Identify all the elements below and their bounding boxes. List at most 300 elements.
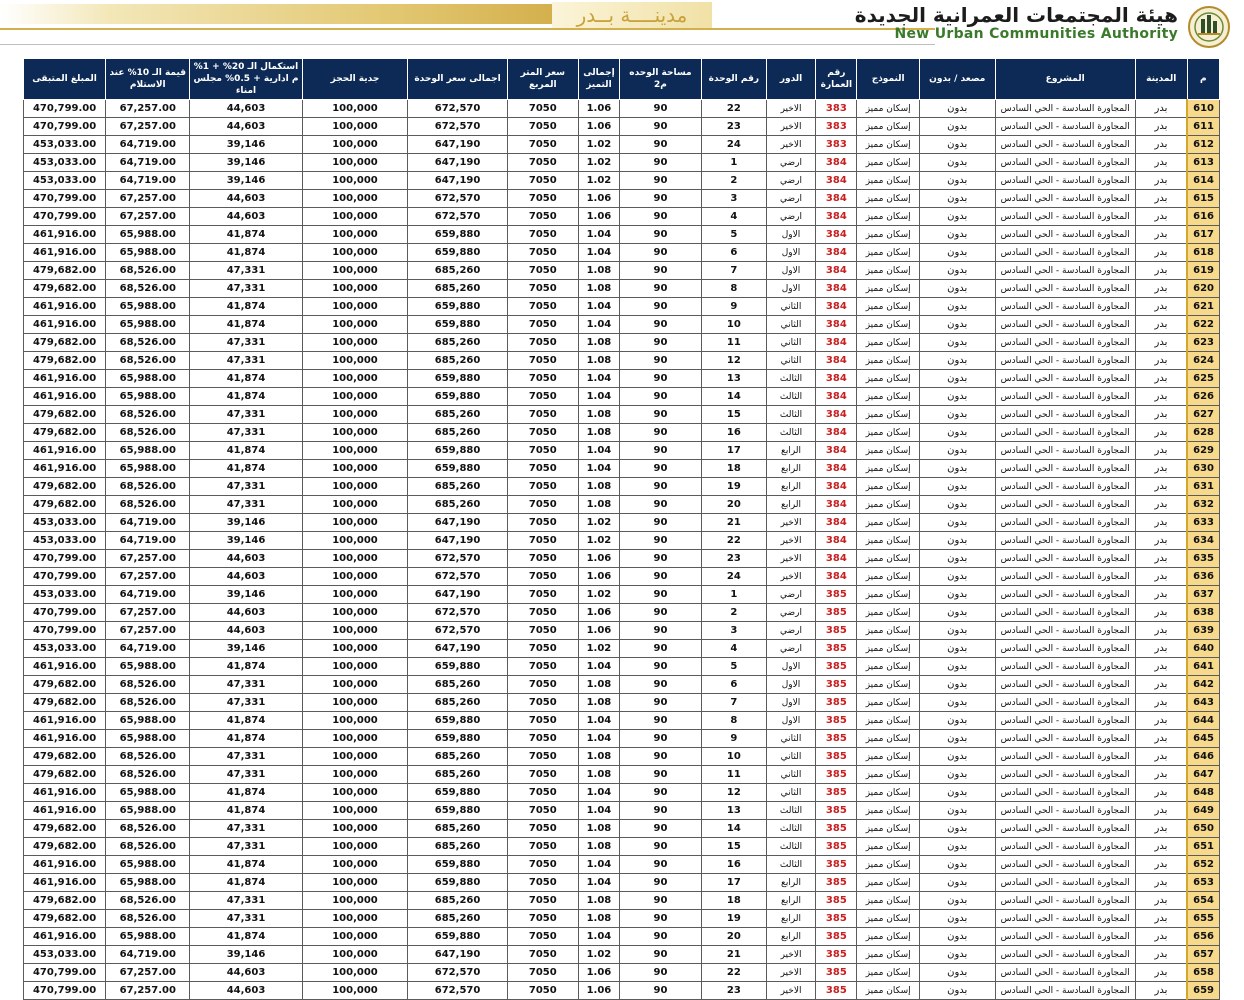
cell-model: إسكان مميز (857, 802, 920, 820)
cell-receipt: 65,988.00 (106, 874, 190, 892)
column-header-city: المدينة (1135, 59, 1187, 100)
cell-building: 385 (816, 946, 857, 964)
cell-num: 630 (1187, 460, 1219, 478)
cell-sqm-price: 7050 (507, 982, 578, 1000)
org-name-arabic: هيئة المجتمعات العمرانية الجديدة (854, 3, 1178, 27)
cell-area: 90 (619, 964, 701, 982)
cell-building: 385 (816, 586, 857, 604)
cell-area: 90 (619, 946, 701, 964)
cell-model: إسكان مميز (857, 154, 920, 172)
cell-elevator: بدون (919, 550, 995, 568)
cell-model: إسكان مميز (857, 550, 920, 568)
cell-elevator: بدون (919, 298, 995, 316)
cell-area: 90 (619, 496, 701, 514)
table-row (24, 748, 1220, 766)
cell-area: 90 (619, 118, 701, 136)
cell-remaining: 453,033.00 (24, 154, 106, 172)
cell-building: 384 (816, 154, 857, 172)
cell-project: المجاورة السادسة - الحي السادس (995, 856, 1135, 874)
cell-remaining: 470,799.00 (24, 622, 106, 640)
cell-unit: 9 (701, 730, 766, 748)
cell-num: 614 (1187, 172, 1219, 190)
cell-completion: 41,874 (190, 856, 302, 874)
cell-building: 385 (816, 874, 857, 892)
cell-unit: 13 (701, 370, 766, 388)
cell-factor: 1.04 (578, 712, 619, 730)
cell-receipt: 65,988.00 (106, 460, 190, 478)
cell-deposit: 100,000 (302, 514, 408, 532)
cell-num: 650 (1187, 820, 1219, 838)
cell-unit: 12 (701, 352, 766, 370)
cell-deposit: 100,000 (302, 712, 408, 730)
cell-num: 612 (1187, 136, 1219, 154)
cell-floor: ارضي (766, 208, 816, 226)
cell-sqm-price: 7050 (507, 514, 578, 532)
cell-elevator: بدون (919, 892, 995, 910)
cell-factor: 1.04 (578, 856, 619, 874)
cell-sqm-price: 7050 (507, 496, 578, 514)
cell-deposit: 100,000 (302, 622, 408, 640)
cell-building: 385 (816, 640, 857, 658)
cell-deposit: 100,000 (302, 964, 408, 982)
cell-city: بدر (1135, 712, 1187, 730)
cell-num: 649 (1187, 802, 1219, 820)
column-header-unit: رقم الوحدة (701, 59, 766, 100)
cell-deposit: 100,000 (302, 820, 408, 838)
cell-receipt: 68,526.00 (106, 280, 190, 298)
cell-area: 90 (619, 136, 701, 154)
cell-sqm-price: 7050 (507, 190, 578, 208)
cell-building: 384 (816, 514, 857, 532)
cell-building: 384 (816, 244, 857, 262)
cell-project: المجاورة السادسة - الحي السادس (995, 712, 1135, 730)
cell-area: 90 (619, 892, 701, 910)
cell-factor: 1.04 (578, 658, 619, 676)
table-row (24, 856, 1220, 874)
cell-num: 657 (1187, 946, 1219, 964)
cell-elevator: بدون (919, 172, 995, 190)
cell-remaining: 461,916.00 (24, 658, 106, 676)
cell-model: إسكان مميز (857, 784, 920, 802)
cell-floor: الاخير (766, 964, 816, 982)
cell-elevator: بدون (919, 712, 995, 730)
table-row (24, 262, 1220, 280)
cell-receipt: 64,719.00 (106, 946, 190, 964)
cell-factor: 1.06 (578, 100, 619, 118)
cell-completion: 41,874 (190, 802, 302, 820)
cell-city: بدر (1135, 118, 1187, 136)
cell-floor: ارضي (766, 172, 816, 190)
cell-unit: 8 (701, 280, 766, 298)
cell-sqm-price: 7050 (507, 316, 578, 334)
cell-remaining: 479,682.00 (24, 478, 106, 496)
cell-unit: 16 (701, 424, 766, 442)
cell-unit: 17 (701, 874, 766, 892)
cell-area: 90 (619, 244, 701, 262)
cell-sqm-price: 7050 (507, 460, 578, 478)
cell-completion: 47,331 (190, 334, 302, 352)
table-row (24, 658, 1220, 676)
cell-building: 385 (816, 676, 857, 694)
cell-factor: 1.02 (578, 586, 619, 604)
cell-factor: 1.02 (578, 154, 619, 172)
cell-unit: 18 (701, 460, 766, 478)
cell-completion: 47,331 (190, 424, 302, 442)
cell-building: 383 (816, 100, 857, 118)
cell-elevator: بدون (919, 820, 995, 838)
cell-receipt: 67,257.00 (106, 550, 190, 568)
cell-remaining: 461,916.00 (24, 784, 106, 802)
table-row (24, 100, 1220, 118)
cell-num: 648 (1187, 784, 1219, 802)
cell-city: بدر (1135, 334, 1187, 352)
cell-completion: 41,874 (190, 226, 302, 244)
cell-completion: 41,874 (190, 928, 302, 946)
cell-project: المجاورة السادسة - الحي السادس (995, 604, 1135, 622)
cell-area: 90 (619, 676, 701, 694)
table-row (24, 496, 1220, 514)
cell-unit: 23 (701, 118, 766, 136)
cell-num: 615 (1187, 190, 1219, 208)
cell-building: 384 (816, 532, 857, 550)
cell-total: 672,570 (408, 550, 507, 568)
cell-project: المجاورة السادسة - الحي السادس (995, 316, 1135, 334)
cell-project: المجاورة السادسة - الحي السادس (995, 334, 1135, 352)
cell-floor: الاول (766, 658, 816, 676)
cell-receipt: 65,988.00 (106, 388, 190, 406)
cell-area: 90 (619, 352, 701, 370)
cell-floor: الاول (766, 676, 816, 694)
cell-building: 384 (816, 190, 857, 208)
cell-completion: 47,331 (190, 748, 302, 766)
cell-factor: 1.08 (578, 478, 619, 496)
column-header-sqm-price: سعر المتر المربع (507, 59, 578, 100)
cell-remaining: 470,799.00 (24, 190, 106, 208)
cell-remaining: 470,799.00 (24, 100, 106, 118)
cell-model: إسكان مميز (857, 928, 920, 946)
cell-receipt: 64,719.00 (106, 532, 190, 550)
cell-floor: الاخير (766, 514, 816, 532)
cell-remaining: 453,033.00 (24, 586, 106, 604)
column-header-deposit: جدية الحجز (302, 59, 408, 100)
cell-receipt: 68,526.00 (106, 910, 190, 928)
cell-city: بدر (1135, 262, 1187, 280)
cell-area: 90 (619, 514, 701, 532)
cell-num: 610 (1187, 100, 1219, 118)
cell-remaining: 479,682.00 (24, 424, 106, 442)
cell-floor: الثاني (766, 748, 816, 766)
cell-sqm-price: 7050 (507, 352, 578, 370)
cell-num: 619 (1187, 262, 1219, 280)
cell-building: 385 (816, 838, 857, 856)
cell-num: 638 (1187, 604, 1219, 622)
cell-city: بدر (1135, 784, 1187, 802)
cell-city: بدر (1135, 388, 1187, 406)
cell-area: 90 (619, 226, 701, 244)
cell-elevator: بدون (919, 874, 995, 892)
cell-model: إسكان مميز (857, 874, 920, 892)
cell-sqm-price: 7050 (507, 622, 578, 640)
cell-completion: 39,146 (190, 586, 302, 604)
cell-sqm-price: 7050 (507, 280, 578, 298)
cell-total: 685,260 (408, 424, 507, 442)
cell-factor: 1.02 (578, 532, 619, 550)
cell-building: 385 (816, 694, 857, 712)
cell-receipt: 65,988.00 (106, 298, 190, 316)
cell-model: إسكان مميز (857, 442, 920, 460)
cell-remaining: 479,682.00 (24, 676, 106, 694)
cell-remaining: 479,682.00 (24, 496, 106, 514)
cell-factor: 1.06 (578, 622, 619, 640)
cell-completion: 47,331 (190, 676, 302, 694)
cell-city: بدر (1135, 820, 1187, 838)
cell-elevator: بدون (919, 982, 995, 1000)
cell-receipt: 68,526.00 (106, 406, 190, 424)
cell-receipt: 64,719.00 (106, 514, 190, 532)
cell-deposit: 100,000 (302, 694, 408, 712)
cell-deposit: 100,000 (302, 352, 408, 370)
cell-area: 90 (619, 874, 701, 892)
cell-completion: 47,331 (190, 406, 302, 424)
cell-deposit: 100,000 (302, 244, 408, 262)
cell-deposit: 100,000 (302, 190, 408, 208)
cell-unit: 11 (701, 766, 766, 784)
cell-completion: 47,331 (190, 478, 302, 496)
cell-num: 632 (1187, 496, 1219, 514)
cell-floor: الثالث (766, 838, 816, 856)
cell-building: 385 (816, 766, 857, 784)
cell-unit: 2 (701, 604, 766, 622)
cell-unit: 1 (701, 154, 766, 172)
cell-area: 90 (619, 928, 701, 946)
cell-completion: 47,331 (190, 766, 302, 784)
cell-completion: 39,146 (190, 946, 302, 964)
cell-receipt: 67,257.00 (106, 604, 190, 622)
cell-num: 621 (1187, 298, 1219, 316)
table-row (24, 442, 1220, 460)
cell-project: المجاورة السادسة - الحي السادس (995, 676, 1135, 694)
cell-floor: الثاني (766, 784, 816, 802)
cell-sqm-price: 7050 (507, 406, 578, 424)
cell-receipt: 67,257.00 (106, 964, 190, 982)
cell-remaining: 461,916.00 (24, 388, 106, 406)
cell-model: إسكان مميز (857, 478, 920, 496)
table-row (24, 298, 1220, 316)
cell-total: 672,570 (408, 964, 507, 982)
cell-completion: 47,331 (190, 262, 302, 280)
cell-total: 659,880 (408, 226, 507, 244)
cell-total: 685,260 (408, 406, 507, 424)
cell-factor: 1.08 (578, 262, 619, 280)
cell-deposit: 100,000 (302, 388, 408, 406)
cell-unit: 23 (701, 982, 766, 1000)
cell-elevator: بدون (919, 838, 995, 856)
cell-building: 384 (816, 496, 857, 514)
cell-project: المجاورة السادسة - الحي السادس (995, 946, 1135, 964)
cell-building: 384 (816, 298, 857, 316)
cell-model: إسكان مميز (857, 244, 920, 262)
cell-floor: الرابع (766, 442, 816, 460)
cell-elevator: بدون (919, 748, 995, 766)
cell-completion: 47,331 (190, 694, 302, 712)
cell-model: إسكان مميز (857, 676, 920, 694)
cell-deposit: 100,000 (302, 532, 408, 550)
table-row (24, 982, 1220, 1000)
cell-total: 685,260 (408, 334, 507, 352)
cell-project: المجاورة السادسة - الحي السادس (995, 460, 1135, 478)
cell-sqm-price: 7050 (507, 370, 578, 388)
cell-receipt: 65,988.00 (106, 802, 190, 820)
cell-unit: 20 (701, 496, 766, 514)
cell-unit: 22 (701, 100, 766, 118)
cell-city: بدر (1135, 658, 1187, 676)
cell-area: 90 (619, 730, 701, 748)
cell-elevator: بدون (919, 856, 995, 874)
cell-area: 90 (619, 712, 701, 730)
cell-building: 384 (816, 442, 857, 460)
cell-receipt: 68,526.00 (106, 334, 190, 352)
table-row (24, 406, 1220, 424)
cell-sqm-price: 7050 (507, 154, 578, 172)
cell-project: المجاورة السادسة - الحي السادس (995, 190, 1135, 208)
cell-completion: 41,874 (190, 874, 302, 892)
cell-num: 625 (1187, 370, 1219, 388)
cell-floor: الاخير (766, 100, 816, 118)
cell-remaining: 479,682.00 (24, 334, 106, 352)
cell-receipt: 67,257.00 (106, 622, 190, 640)
cell-completion: 41,874 (190, 316, 302, 334)
table-row (24, 226, 1220, 244)
cell-city: بدر (1135, 802, 1187, 820)
cell-num: 624 (1187, 352, 1219, 370)
cell-receipt: 67,257.00 (106, 118, 190, 136)
cell-building: 385 (816, 784, 857, 802)
cell-elevator: بدون (919, 478, 995, 496)
cell-area: 90 (619, 838, 701, 856)
cell-factor: 1.08 (578, 766, 619, 784)
cell-total: 672,570 (408, 118, 507, 136)
cell-total: 659,880 (408, 244, 507, 262)
cell-sqm-price: 7050 (507, 946, 578, 964)
cell-remaining: 479,682.00 (24, 892, 106, 910)
cell-project: المجاورة السادسة - الحي السادس (995, 208, 1135, 226)
cell-sqm-price: 7050 (507, 262, 578, 280)
cell-project: المجاورة السادسة - الحي السادس (995, 766, 1135, 784)
table-header-row (24, 59, 1220, 100)
cell-area: 90 (619, 694, 701, 712)
cell-deposit: 100,000 (302, 910, 408, 928)
cell-area: 90 (619, 262, 701, 280)
cell-total: 659,880 (408, 784, 507, 802)
table-row (24, 532, 1220, 550)
cell-total: 672,570 (408, 982, 507, 1000)
cell-building: 385 (816, 622, 857, 640)
cell-model: إسكان مميز (857, 388, 920, 406)
cell-completion: 47,331 (190, 892, 302, 910)
cell-floor: الثالث (766, 802, 816, 820)
cell-model: إسكان مميز (857, 424, 920, 442)
cell-elevator: بدون (919, 154, 995, 172)
cell-elevator: بدون (919, 730, 995, 748)
cell-building: 385 (816, 892, 857, 910)
cell-building: 385 (816, 730, 857, 748)
cell-building: 384 (816, 550, 857, 568)
cell-area: 90 (619, 154, 701, 172)
cell-city: بدر (1135, 532, 1187, 550)
cell-city: بدر (1135, 568, 1187, 586)
cell-unit: 20 (701, 928, 766, 946)
cell-factor: 1.08 (578, 424, 619, 442)
column-header-project: المشروع (995, 59, 1135, 100)
cell-deposit: 100,000 (302, 298, 408, 316)
cell-remaining: 479,682.00 (24, 406, 106, 424)
cell-project: المجاورة السادسة - الحي السادس (995, 928, 1135, 946)
cell-num: 656 (1187, 928, 1219, 946)
cell-model: إسكان مميز (857, 334, 920, 352)
table-row (24, 550, 1220, 568)
cell-floor: الرابع (766, 910, 816, 928)
cell-city: بدر (1135, 766, 1187, 784)
cell-completion: 41,874 (190, 784, 302, 802)
cell-unit: 11 (701, 334, 766, 352)
cell-total: 659,880 (408, 370, 507, 388)
cell-floor: ارضي (766, 190, 816, 208)
cell-city: بدر (1135, 640, 1187, 658)
column-header-num: م (1187, 59, 1219, 100)
cell-unit: 17 (701, 442, 766, 460)
units-price-table (23, 58, 1220, 1000)
cell-deposit: 100,000 (302, 280, 408, 298)
cell-remaining: 479,682.00 (24, 280, 106, 298)
cell-floor: الاول (766, 694, 816, 712)
cell-building: 384 (816, 460, 857, 478)
cell-total: 685,260 (408, 766, 507, 784)
cell-unit: 22 (701, 532, 766, 550)
cell-floor: الرابع (766, 892, 816, 910)
cell-project: المجاورة السادسة - الحي السادس (995, 496, 1135, 514)
cell-floor: الثاني (766, 730, 816, 748)
cell-remaining: 479,682.00 (24, 838, 106, 856)
cell-deposit: 100,000 (302, 370, 408, 388)
table-row (24, 802, 1220, 820)
table-row (24, 604, 1220, 622)
cell-num: 635 (1187, 550, 1219, 568)
cell-num: 611 (1187, 118, 1219, 136)
cell-city: بدر (1135, 928, 1187, 946)
cell-receipt: 65,988.00 (106, 658, 190, 676)
cell-total: 647,190 (408, 154, 507, 172)
table-row (24, 154, 1220, 172)
cell-model: إسكان مميز (857, 370, 920, 388)
table-row (24, 370, 1220, 388)
cell-unit: 8 (701, 712, 766, 730)
cell-city: بدر (1135, 982, 1187, 1000)
cell-receipt: 65,988.00 (106, 316, 190, 334)
cell-model: إسكان مميز (857, 946, 920, 964)
column-header-model: النموذج (857, 59, 920, 100)
cell-elevator: بدون (919, 514, 995, 532)
cell-city: بدر (1135, 298, 1187, 316)
table-row (24, 640, 1220, 658)
cell-num: 642 (1187, 676, 1219, 694)
cell-building: 385 (816, 982, 857, 1000)
cell-total: 685,260 (408, 280, 507, 298)
cell-factor: 1.08 (578, 838, 619, 856)
cell-num: 628 (1187, 424, 1219, 442)
cell-unit: 24 (701, 136, 766, 154)
cell-remaining: 453,033.00 (24, 640, 106, 658)
cell-model: إسكان مميز (857, 820, 920, 838)
